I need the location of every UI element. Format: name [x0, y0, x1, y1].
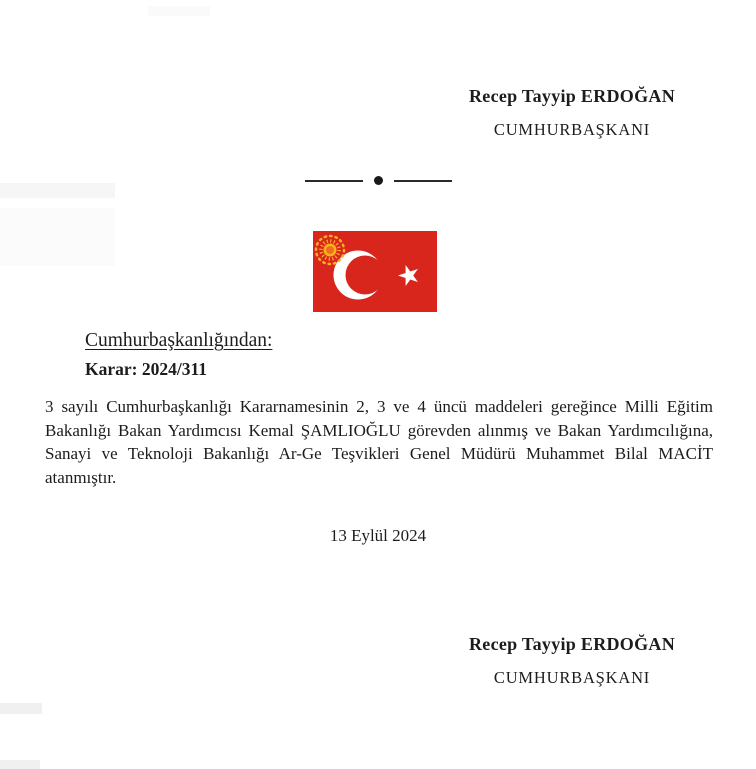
decree-body-text: 3 sayılı Cumhurbaşkanlığı Kararnamesinin 2, 3 ve 4 üncü maddeleri gereğince Milli Eğitim Bakanlığı Bakan Yardımcısı Kemal ŞAMLIOĞLU görevden alınmış ve Bakan Yardımcılığına, Sanayi ve Teknoloji Bakanlığı Ar-Ge Teşvikleri Genel Müdürü Muhammet Bilal MACİT atanmıştır. — [45, 397, 713, 487]
decision-number: Karar: 2024/311 — [85, 359, 207, 379]
turkish-presidential-flag — [313, 231, 437, 312]
scan-artifact — [0, 208, 115, 266]
president-title-top: CUMHURBAŞKANI — [493, 120, 651, 139]
president-name-top: Recep Tayyip ERDOĞAN — [468, 86, 676, 106]
section-divider — [0, 176, 756, 185]
scan-artifact — [148, 6, 210, 16]
signature-block-bottom — [429, 634, 715, 688]
divider-bullet-icon — [374, 176, 383, 185]
scan-artifact — [0, 760, 40, 769]
divider-line-right — [394, 180, 452, 182]
president-name-bottom: Recep Tayyip ERDOĞAN — [468, 634, 676, 654]
signature-block-top — [429, 86, 715, 140]
scan-artifact — [0, 703, 42, 714]
decree-date: 13 Eylül 2024 — [329, 526, 427, 545]
divider-line-left — [305, 180, 363, 182]
issuer-heading: Cumhurbaşkanlığından: — [85, 330, 273, 351]
flag-image — [313, 231, 437, 312]
scan-artifact — [0, 183, 115, 198]
president-title-bottom: CUMHURBAŞKANI — [493, 668, 651, 687]
